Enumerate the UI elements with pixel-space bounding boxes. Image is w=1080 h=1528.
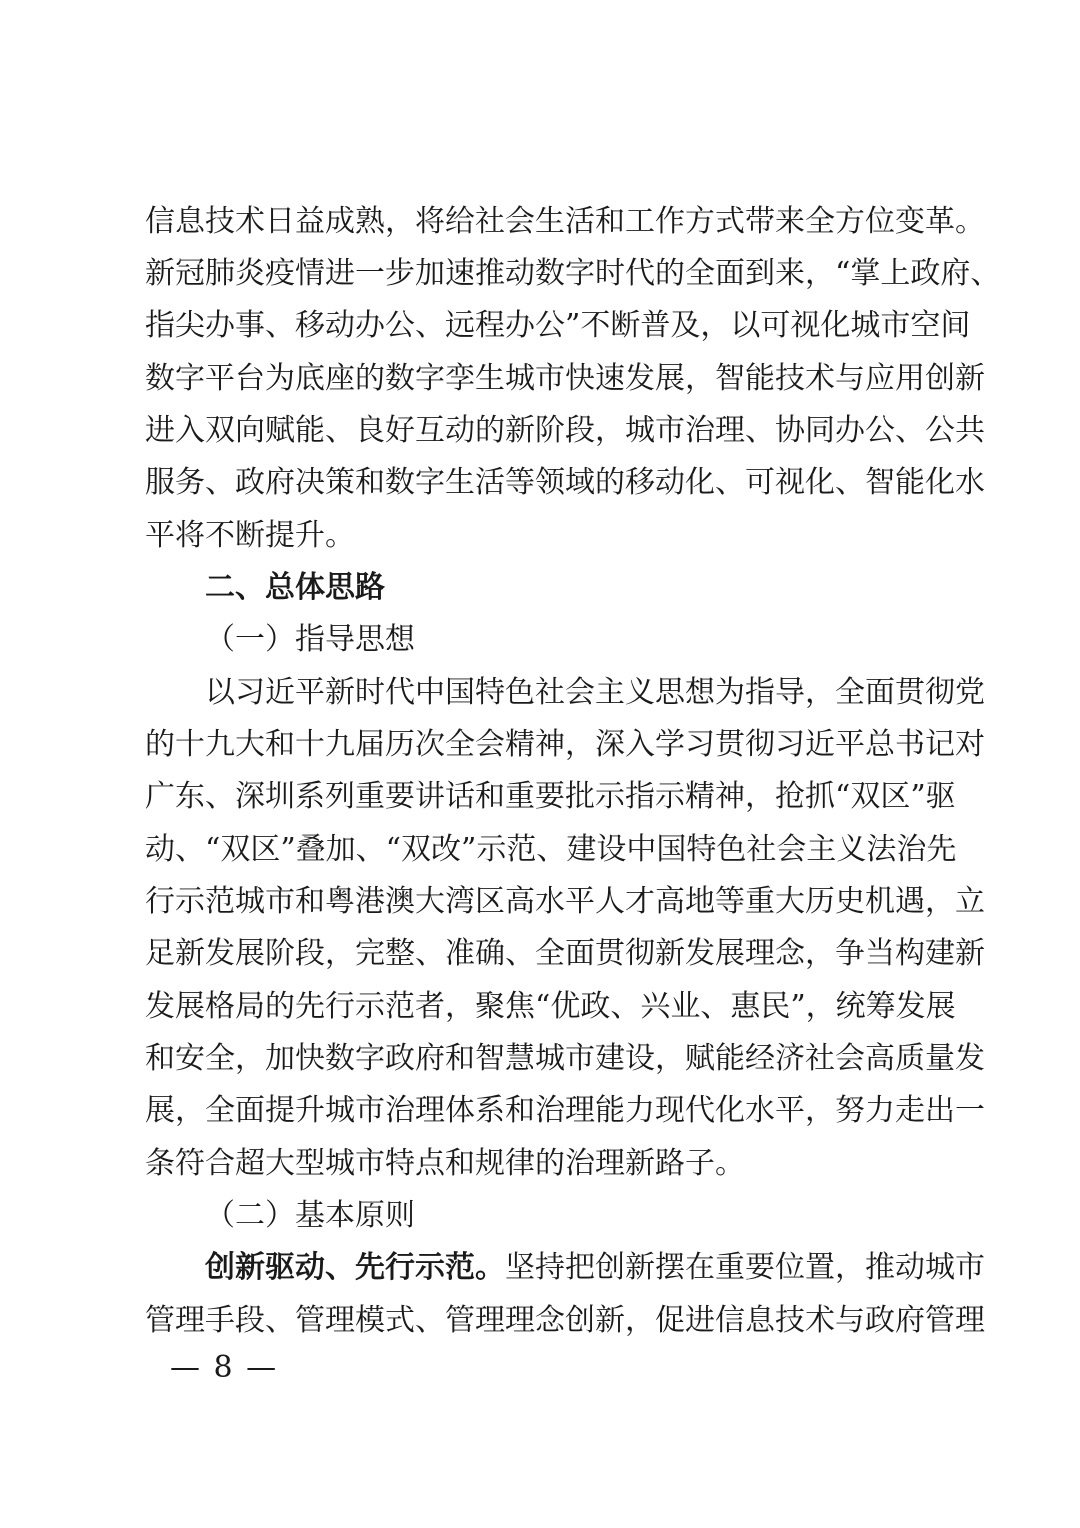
guiding-line: 足新发展阶段，完整、准确、全面贯彻新发展理念，争当构建新 — [145, 936, 985, 971]
intro-line: 服务、政府决策和数字生活等领域的移动化、可视化、智能化水 — [145, 465, 985, 500]
guiding-line: 和安全，加快数字政府和智慧城市建设，赋能经济社会高质量发 — [145, 1041, 985, 1076]
guiding-line: 的十九大和十九届历次全会精神，深入学习贯彻习近平总书记对 — [145, 727, 985, 762]
page-number: — 8 — — [170, 1350, 279, 1385]
guiding-line-last: 条符合超大型城市特点和规律的治理新路子。 — [145, 1146, 745, 1181]
guiding-line: 发展格局的先行示范者，聚焦“优政、兴业、惠民”，统筹发展 — [145, 989, 956, 1024]
principle-line: 管理手段、管理模式、管理理念创新，促进信息技术与政府管理 — [145, 1303, 985, 1338]
guiding-line: 以习近平新时代中国特色社会主义思想为指导，全面贯彻党 — [205, 675, 985, 710]
principle-lead: 创新驱动、先行示范。 — [205, 1250, 505, 1285]
subsection-heading-basic-principles: （二）基本原则 — [205, 1198, 415, 1233]
subsection-heading-guiding-thought: （一）指导思想 — [205, 622, 415, 657]
section-heading: 二、总体思路 — [205, 570, 385, 605]
guiding-line: 动、“双区”叠加、“双改”示范、建设中国特色社会主义法治先 — [145, 832, 957, 867]
intro-line: 进入双向赋能、良好互动的新阶段，城市治理、协同办公、公共 — [145, 413, 985, 448]
intro-line: 指尖办事、移动办公、远程办公”不断普及，以可视化城市空间 — [145, 308, 971, 343]
principle-text: 坚持把创新摆在重要位置，推动城市 — [505, 1250, 985, 1285]
principle-line — [205, 1242, 985, 1294]
guiding-line: 行示范城市和粤港澳大湾区高水平人才高地等重大历史机遇，立 — [145, 884, 985, 919]
intro-line: 数字平台为底座的数字孪生城市快速发展，智能技术与应用创新 — [145, 361, 985, 396]
intro-line: 新冠肺炎疫情进一步加速推动数字时代的全面到来，“掌上政府、 — [145, 256, 1001, 291]
intro-line: 信息技术日益成熟，将给社会生活和工作方式带来全方位变革。 — [145, 204, 985, 239]
intro-line-last: 平将不断提升。 — [145, 518, 355, 553]
guiding-line: 广东、深圳系列重要讲话和重要批示指示精神，抢抓“双区”驱 — [145, 779, 956, 814]
guiding-line: 展，全面提升城市治理体系和治理能力现代化水平，努力走出一 — [145, 1093, 985, 1128]
